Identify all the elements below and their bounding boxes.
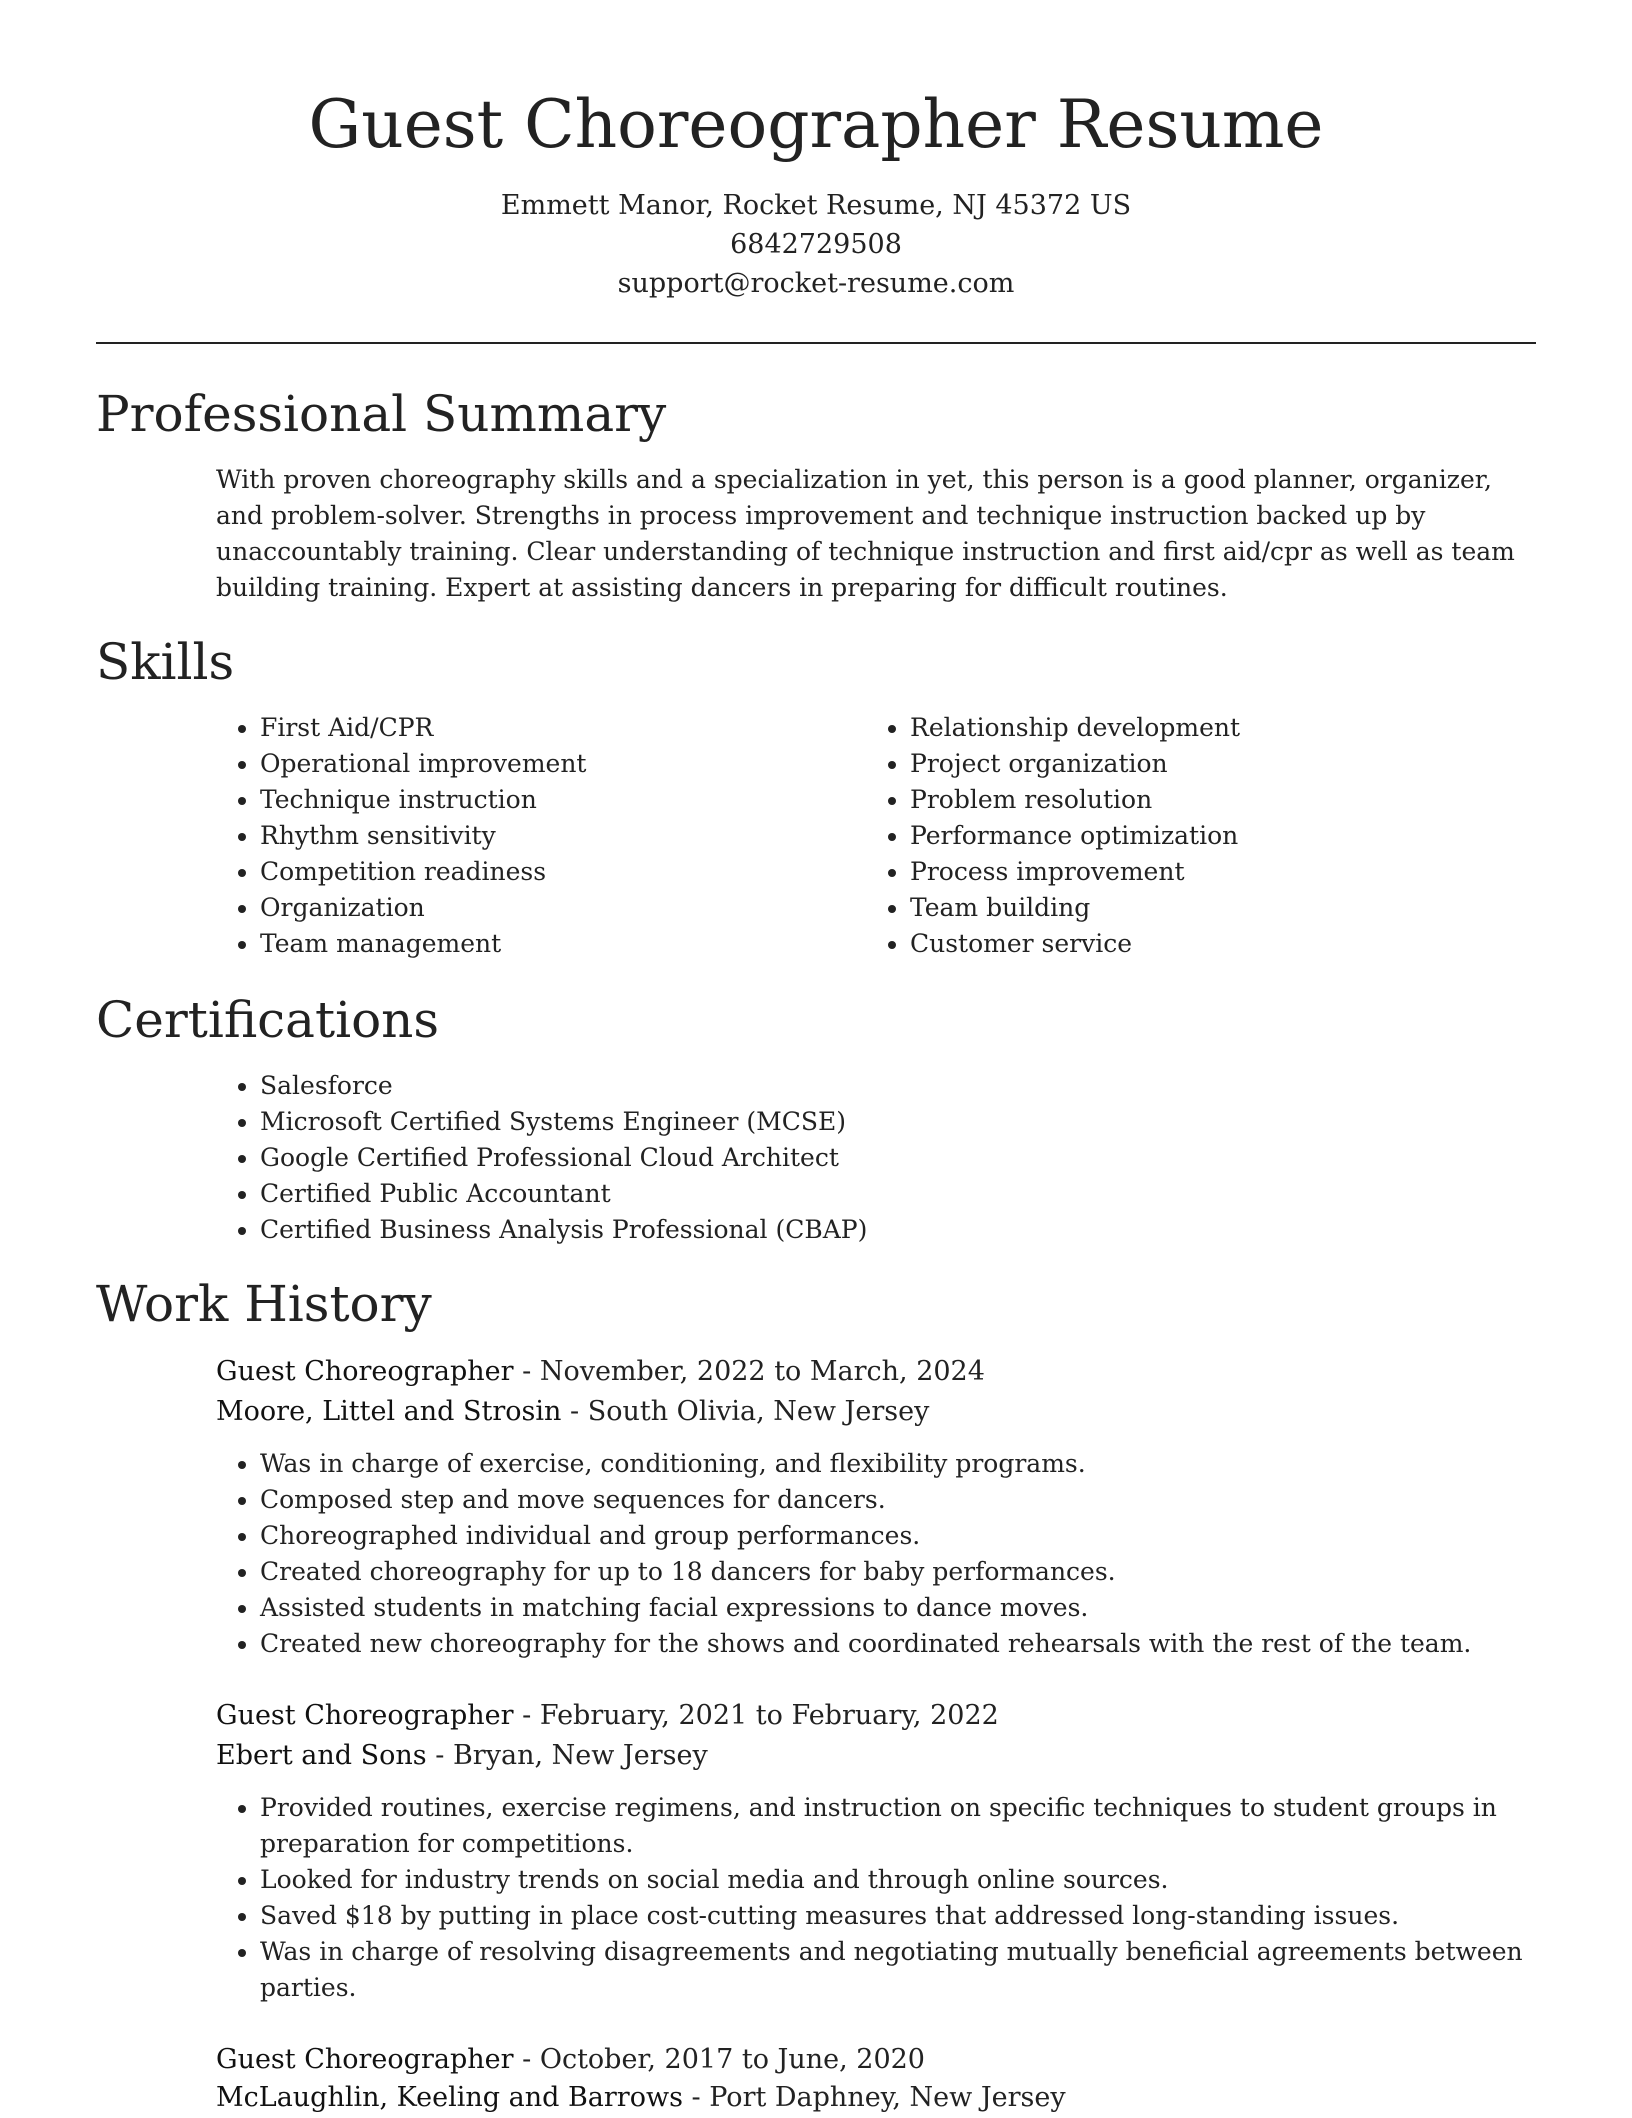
job-location: Port Daphney, New Jersey bbox=[709, 2082, 1066, 2113]
job-duty: • Choreographed individual and group performances. bbox=[260, 1518, 1580, 1554]
contact-block bbox=[0, 186, 1632, 303]
skill-item: • Relationship development bbox=[910, 710, 1510, 746]
skill-item: • Project organization bbox=[910, 746, 1510, 782]
skill-item: • Team building bbox=[910, 890, 1510, 926]
job-duty: • Was in charge of exercise, conditioning, and flexibility programs. bbox=[260, 1446, 1580, 1482]
section-heading-work-history: Work History bbox=[96, 1275, 432, 1333]
job-dates: November, 2022 to March, 2024 bbox=[539, 1356, 985, 1387]
job-duty: • Composed step and move sequences for dancers. bbox=[260, 1482, 1580, 1518]
job-dates: February, 2021 to February, 2022 bbox=[539, 1700, 999, 1731]
job-employer: McLaughlin, Keeling and Barrows bbox=[216, 2082, 683, 2113]
job-title-line: Guest Choreographer - October, 2017 to June, 2020 bbox=[216, 2044, 925, 2075]
resume-header bbox=[0, 80, 1632, 303]
job-duty: • Provided routines, exercise regimens, and instruction on specific techniques to student groups in preparation for competitions. bbox=[260, 1790, 1580, 1862]
job-duty: • Saved $18 by putting in place cost-cutting measures that addressed long-standing issues. bbox=[260, 1898, 1580, 1934]
job-employer: Ebert and Sons bbox=[216, 1740, 427, 1771]
job-duties-list bbox=[216, 1790, 1580, 2006]
skill-item: • Problem resolution bbox=[910, 782, 1510, 818]
job-role: Guest Choreographer bbox=[216, 1356, 514, 1387]
certification-item: • Certified Public Accountant bbox=[260, 1176, 1560, 1212]
section-heading-certifications: Certifications bbox=[96, 991, 440, 1049]
skill-item: • First Aid/CPR bbox=[260, 710, 820, 746]
job-duties-list bbox=[216, 1446, 1580, 1662]
page-title: Guest Choreographer Resume bbox=[308, 86, 1324, 163]
skill-item: • Performance optimization bbox=[910, 818, 1510, 854]
contact-phone: 6842729508 bbox=[730, 229, 902, 260]
section-heading-skills: Skills bbox=[96, 633, 235, 691]
skill-item: • Operational improvement bbox=[260, 746, 820, 782]
skill-item: • Team management bbox=[260, 926, 820, 962]
skill-item: • Rhythm sensitivity bbox=[260, 818, 820, 854]
skill-item: • Technique instruction bbox=[260, 782, 820, 818]
skill-item: • Organization bbox=[260, 890, 820, 926]
job-dates: October, 2017 to June, 2020 bbox=[539, 2044, 925, 2075]
job-employer-line: Ebert and Sons - Bryan, New Jersey bbox=[216, 1740, 708, 1771]
certification-item: • Salesforce bbox=[260, 1068, 1560, 1104]
skills-list-left bbox=[216, 710, 820, 962]
contact-email: support@rocket-resume.com bbox=[617, 268, 1015, 299]
job-title-line: Guest Choreographer - February, 2021 to February, 2022 bbox=[216, 1700, 999, 1731]
job-duty: • Created choreography for up to 18 dancers for baby performances. bbox=[260, 1554, 1580, 1590]
certification-item: • Certified Business Analysis Professional (CBAP) bbox=[260, 1212, 1560, 1248]
job-location: South Olivia, New Jersey bbox=[587, 1396, 930, 1427]
certifications-list bbox=[216, 1068, 1560, 1248]
job-role: Guest Choreographer bbox=[216, 2044, 514, 2075]
skill-item: • Process improvement bbox=[910, 854, 1510, 890]
job-location: Bryan, New Jersey bbox=[452, 1740, 708, 1771]
skills-list-right bbox=[866, 710, 1510, 962]
job-employer-line: Moore, Littel and Strosin - South Olivia, New Jersey bbox=[216, 1396, 930, 1427]
job-title-line: Guest Choreographer - November, 2022 to March, 2024 bbox=[216, 1356, 985, 1387]
header-divider bbox=[96, 342, 1536, 344]
job-role: Guest Choreographer bbox=[216, 1700, 514, 1731]
skill-item: • Competition readiness bbox=[260, 854, 820, 890]
job-duty: • Was in charge of resolving disagreements and negotiating mutually beneficial agreements between parties. bbox=[260, 1934, 1580, 2006]
summary-text: With proven choreography skills and a specialization in yet, this person is a good planner, organizer, and problem-solver. Strengths in process improvement and technique instruction backed up by unaccountably training. Clear understanding of technique instruction and first aid/cpr as well as team building training. Expert at assisting dancers in preparing for difficult routines. bbox=[216, 465, 1515, 602]
certification-item: • Google Certified Professional Cloud Architect bbox=[260, 1140, 1560, 1176]
job-duty: • Assisted students in matching facial expressions to dance moves. bbox=[260, 1590, 1580, 1626]
job-duty: • Created new choreography for the shows and coordinated rehearsals with the rest of the team. bbox=[260, 1626, 1580, 1662]
section-heading-summary: Professional Summary bbox=[96, 385, 667, 443]
certification-item: • Microsoft Certified Systems Engineer (MCSE) bbox=[260, 1104, 1560, 1140]
skill-item: • Customer service bbox=[910, 926, 1510, 962]
contact-address: Emmett Manor, Rocket Resume, NJ 45372 US bbox=[500, 190, 1132, 221]
job-employer-line: McLaughlin, Keeling and Barrows - Port Daphney, New Jersey bbox=[216, 2082, 1066, 2113]
job-employer: Moore, Littel and Strosin bbox=[216, 1396, 562, 1427]
job-duty: • Looked for industry trends on social media and through online sources. bbox=[260, 1862, 1580, 1898]
